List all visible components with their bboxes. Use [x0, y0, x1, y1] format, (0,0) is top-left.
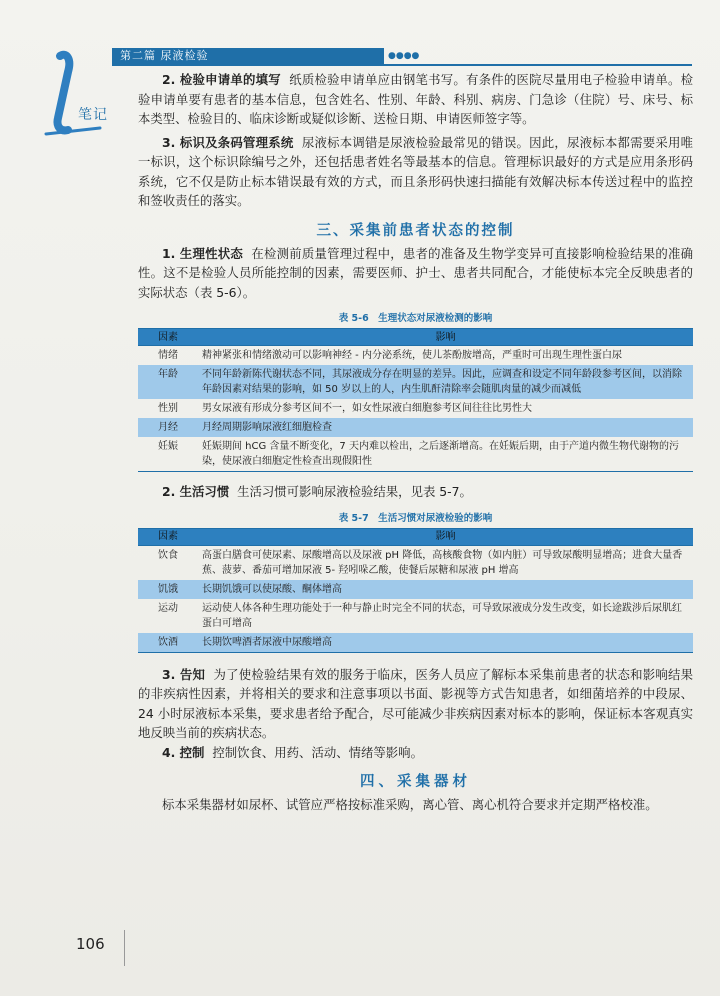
paragraph-lifestyle [138, 482, 693, 502]
paragraph-inform [138, 665, 693, 743]
section-header: 第二篇 尿液检验 [112, 48, 384, 64]
factor-cell: 性别 [158, 403, 178, 414]
effect-cell: 男女尿液有形成分参考区间不一，如女性尿液白细胞参考区间往往比男性大 [202, 403, 532, 414]
factor-cell: 月经 [138, 418, 198, 437]
table-row [138, 599, 693, 633]
table-5-6 [138, 328, 693, 472]
page-content [138, 70, 693, 815]
table-row [138, 365, 693, 399]
page-number-rule [124, 930, 125, 966]
notebook-margin-icon [40, 48, 110, 138]
paragraph-heading: 3. 标识及条码管理系统 [162, 134, 294, 150]
paragraph-control [138, 743, 693, 763]
table-header-row [138, 329, 693, 346]
column-header-factor: 因素 [138, 329, 198, 346]
factor-cell: 饥饿 [138, 580, 198, 599]
column-header-factor: 因素 [138, 528, 198, 545]
paragraph-request-form [138, 70, 693, 129]
factor-cell: 运动 [158, 602, 178, 614]
effect-cell: 高蛋白膳食可使尿素、尿酸增高以及尿液 pH 降低，高核酸食物（如内脏）可导致尿酸明显增高；进食大量香蕉、菠萝、番茄可增加尿液 5- 羟吲哚乙酸，使餐后尿糖和尿液 pH 增高 [202, 549, 683, 576]
factor-cell: 妊娠 [138, 437, 198, 472]
table-row [138, 346, 693, 366]
page-number: 106 [76, 935, 105, 953]
paragraph-text: 控制饮食、用药、活动、情绪等影响。 [212, 744, 423, 760]
header-rule [112, 64, 692, 66]
effect-cell: 妊娠期间 hCG 含量不断变化，7 天内难以检出，之后逐渐增高。在妊娠后期，由于产道内微生物代谢物的污染，使尿液白细胞定性检查出现假阳性 [198, 437, 693, 472]
margin-note-label: 笔记 [78, 107, 108, 123]
column-header-effect: 影响 [198, 329, 693, 346]
table-5-7 [138, 528, 693, 653]
paragraph-heading: 1. 生理性状态 [162, 245, 243, 261]
table-header-row [138, 528, 693, 545]
effect-cell: 不同年龄新陈代谢状态不同，其尿液成分存在明显的差异。因此，应调查和设定不同年龄段参考区间，以消除年龄因素对结果的影响，如 50 岁以上的人，内生肌酐清除率会随肌肉量的减少而减低 [198, 365, 693, 399]
paragraph-text: 尿液标本调错是尿液检验最常见的错误。因此，尿液标本都需要采用唯一标识，这个标识除编号之外，还包括患者姓名等最基本的信息。管理标识最好的方式是应用条形码系统，它不仅是防止标本错误最有效的方式，而且条形码快速扫描能有效解决标本传送过程中的监控和签收责任的落实。 [138, 134, 693, 208]
paragraph-heading: 3. 告知 [162, 666, 206, 682]
paragraph-heading: 2. 检验申请单的填写 [162, 72, 281, 87]
paragraph-text: 标本采集器材如尿杯、试管应严格按标准采购，离心管、离心机符合要求并定期严格校准。 [162, 797, 658, 812]
column-header-effect: 影响 [198, 528, 693, 545]
effect-cell: 月经周期影响尿液红细胞检查 [198, 418, 693, 437]
table-row [138, 418, 693, 437]
table-row [138, 399, 693, 418]
paragraph-physiological [138, 244, 693, 303]
paragraph-barcode [138, 133, 693, 211]
factor-cell: 情绪 [158, 350, 178, 361]
paragraph-text: 在检测前质量管理过程中，患者的准备及生物学变异可直接影响检验结果的准确性。这不是检验人员所能控制的因素，需要医师、护士、患者共同配合，才能使标本完全反映患者的实际状态（表 5-6）。 [138, 245, 693, 300]
factor-cell: 饮食 [158, 549, 178, 561]
table-row [138, 545, 693, 580]
factor-cell: 饮酒 [138, 633, 198, 653]
factor-cell: 年龄 [138, 365, 198, 399]
effect-cell: 长期饥饿可以使尿酸、酮体增高 [198, 580, 693, 599]
effect-cell: 长期饮啤酒者尿液中尿酸增高 [198, 633, 693, 653]
table-row [138, 633, 693, 653]
paragraph-text: 生活习惯可影响尿液检验结果，见表 5-7。 [237, 484, 472, 499]
paragraph-equipment [138, 795, 693, 815]
effect-cell: 精神紧张和情绪激动可以影响神经 - 内分泌系统，使儿茶酚胺增高，严重时可出现生理性蛋白尿 [202, 350, 622, 361]
paragraph-heading: 2. 生活习惯 [162, 484, 230, 499]
header-dots: ●●●● [388, 51, 420, 61]
table-row [138, 580, 693, 599]
table-row [138, 437, 693, 472]
table-5-6-caption: 表 5-6 生理状态对尿液检测的影响 [338, 313, 493, 324]
paragraph-text: 纸质检验申请单应由钢笔书写。有条件的医院尽量用电子检验申请单。检验申请单要有患者的基本信息，包含姓名、性别、年龄、科别、病房、门急诊（住院）号、床号、标本类型、检验目的、临床诊断或疑似诊断、送检日期、申请医师签字等。 [138, 72, 693, 126]
table-5-7-caption: 表 5-7 生活习惯对尿液检验的影响 [338, 512, 493, 524]
section-heading-3: 三、采集前患者状态的控制 [316, 222, 515, 239]
section-heading-4: 四、采集器材 [360, 774, 471, 790]
effect-cell: 运动使人体各种生理功能处于一种与静止时完全不同的状态，可导致尿液成分发生改变，如长途跋涉后尿肌红蛋白可增高 [202, 602, 682, 629]
paragraph-heading: 4. 控制 [162, 744, 205, 760]
paragraph-text: 为了使检验结果有效的服务于临床，医务人员应了解标本采集前患者的状态和影响结果的非疾病性因素，并将相关的要求和注意事项以书面、影视等方式告知患者，如细菌培养的中段尿、24 小时尿液标本采集，要求患者给予配合，尽可能减少非疾病因素对标本的影响，保证标本客观真实地反映当前的疾病状态。 [138, 666, 694, 740]
